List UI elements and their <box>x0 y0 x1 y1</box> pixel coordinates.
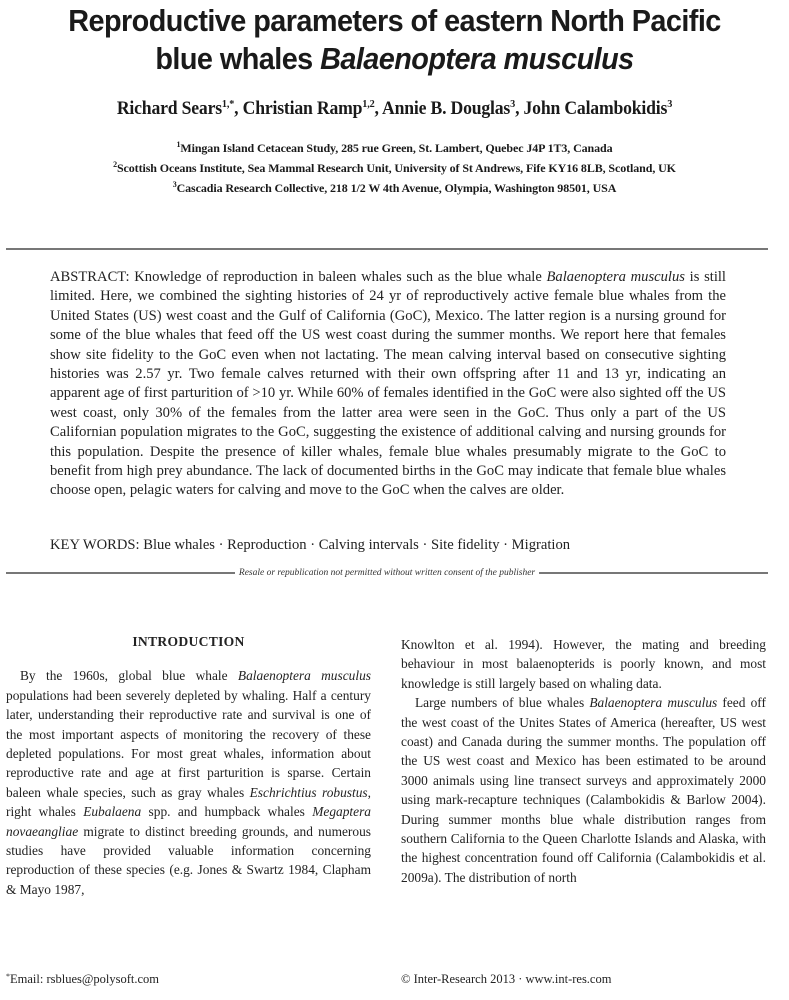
affiliation: $^3$Cascadia Research Collective, 218 1/2 W 4th Avenue, Olympia, Washington 98501, USA <box>172 180 617 195</box>
keywords-label: KEY WORDS: <box>50 537 144 553</box>
divider-line <box>539 572 768 574</box>
abstract: ABSTRACT: Knowledge of reproduction in baleen whales such as the blue whale Balaenoptera musculus is still limited. Here, we combined the sighting histories of 24 yr of reproductively active female blue whales from the United States (US) west coast and the Gulf of California (GoC), Mexico. The latter region is a nursing ground for some of the blue whales that feed off the US west coast during the summer months. We report here that females show site fidelity to the GoC even when not lactating. The mean calving interval based on consecutive sighting histories was 2.57 yr. Two female calves returned with their own offspring after 11 and 13 yr, indicating an apparent age of first parturition of >10 yr. While 60% of females identified in the GoC were also sighted off the US west coast, only 30% of the females from the latter area were seen in the GoC. Thus only a part of the US Californian population migrates to the GoC, suggesting the existence of additional calving and nursing grounds for this population. Despite the presence of killer whales, female blue whales presumably migrate to the GoC to benefit from high prey abundance. The lack of documented births in the GoC may indicate that female blue whales choose open, pelagic waters for calving and move to the GoC when the calves are older. <box>50 269 726 499</box>
paper-title <box>28 2 762 78</box>
resale-notice: Resale or republication not permitted without written consent of the publisher <box>6 566 768 580</box>
author: Christian Ramp$^{1,2}$ <box>242 98 375 119</box>
corresponding-email: *Email: rsblues@polysoft.com <box>6 972 159 986</box>
title-line-1: Reproductive parameters of eastern North Pacific <box>68 3 721 38</box>
affiliation: $^2$Scottish Oceans Institute, Sea Mammal Research Unit, University of St Andrews, Fife KY16 8LB, Scotland, UK <box>113 160 676 175</box>
author: Richard Sears$^{1,*}$ <box>116 98 235 119</box>
section-heading: INTRODUCTION <box>132 634 245 649</box>
affiliations <box>0 138 789 198</box>
title-line-2: blue whales Balaenoptera musculus <box>155 41 634 76</box>
column-right <box>401 635 766 887</box>
divider-line <box>6 572 235 574</box>
author-list: Richard Sears$^{1,*}$, Christian Ramp$^{1,2}$, Annie B. Douglas$^3$, John Calambokidis$^3$ <box>116 98 673 119</box>
intro-paragraph-2: Large numbers of blue whales Balaenoptera musculus feed off the west coast of the Unites States of America (hereafter, US west coast) and Canada during the summer months. The population off the US west coast and Mexico has been estimated to be around 3000 animals using line transect surveys and approximately 2000 using mark-recapture techniques (Calambokidis & Barlow 2004). During summer months blue whale distribution ranges from southern California to the Queen Charlotte Islands and Alaska, with the highest concentration found off California (Calambokidis et al. 2009a). The distribution of north <box>401 695 766 885</box>
header-divider <box>6 248 768 250</box>
title-species: Balaenoptera musculus <box>320 41 634 76</box>
author: John Calambokidis$^3$ <box>523 98 673 119</box>
intro-paragraph-1: By the 1960s, global blue whale Balaenoptera musculus populations had been severely depleted by whaling. Half a century later, understanding their reproductive rate and survival is one of the most important aspects of monitoring the recovery of these depleted populations. For most great whales, information about reproductive rate and age at first parturition is sparse. Certain baleen whale species, such as gray whales Eschrichtius robustus, right whales Eubalaena spp. and humpback whales Megaptera novaeangliae migrate to distinct breeding grounds, and numerous studies have provided valuable information concerning reproduction of these species (e.g. Jones & Swartz 1984, Clapham & Mayo 1987, <box>6 668 371 897</box>
intro-paragraph-1-continued: Knowlton et al. 1994). However, the mating and breeding behaviour in most balaenopterids is poorly known, and most knowledge is still largely based on whaling data. <box>401 637 766 691</box>
column-left <box>6 632 371 899</box>
abstract-label: ABSTRACT: <box>50 269 135 285</box>
copyright: © Inter-Research 2013 · www.int-res.com <box>401 972 612 986</box>
keywords: KEY WORDS: Blue whales · Reproduction · Calving intervals · Site fidelity · Migration <box>50 537 571 553</box>
affiliation: $^1$Mingan Island Cetacean Study, 285 rue Green, St. Lambert, Quebec J4P 1T3, Canada <box>176 140 613 155</box>
author: Annie B. Douglas$^3$ <box>382 98 516 119</box>
